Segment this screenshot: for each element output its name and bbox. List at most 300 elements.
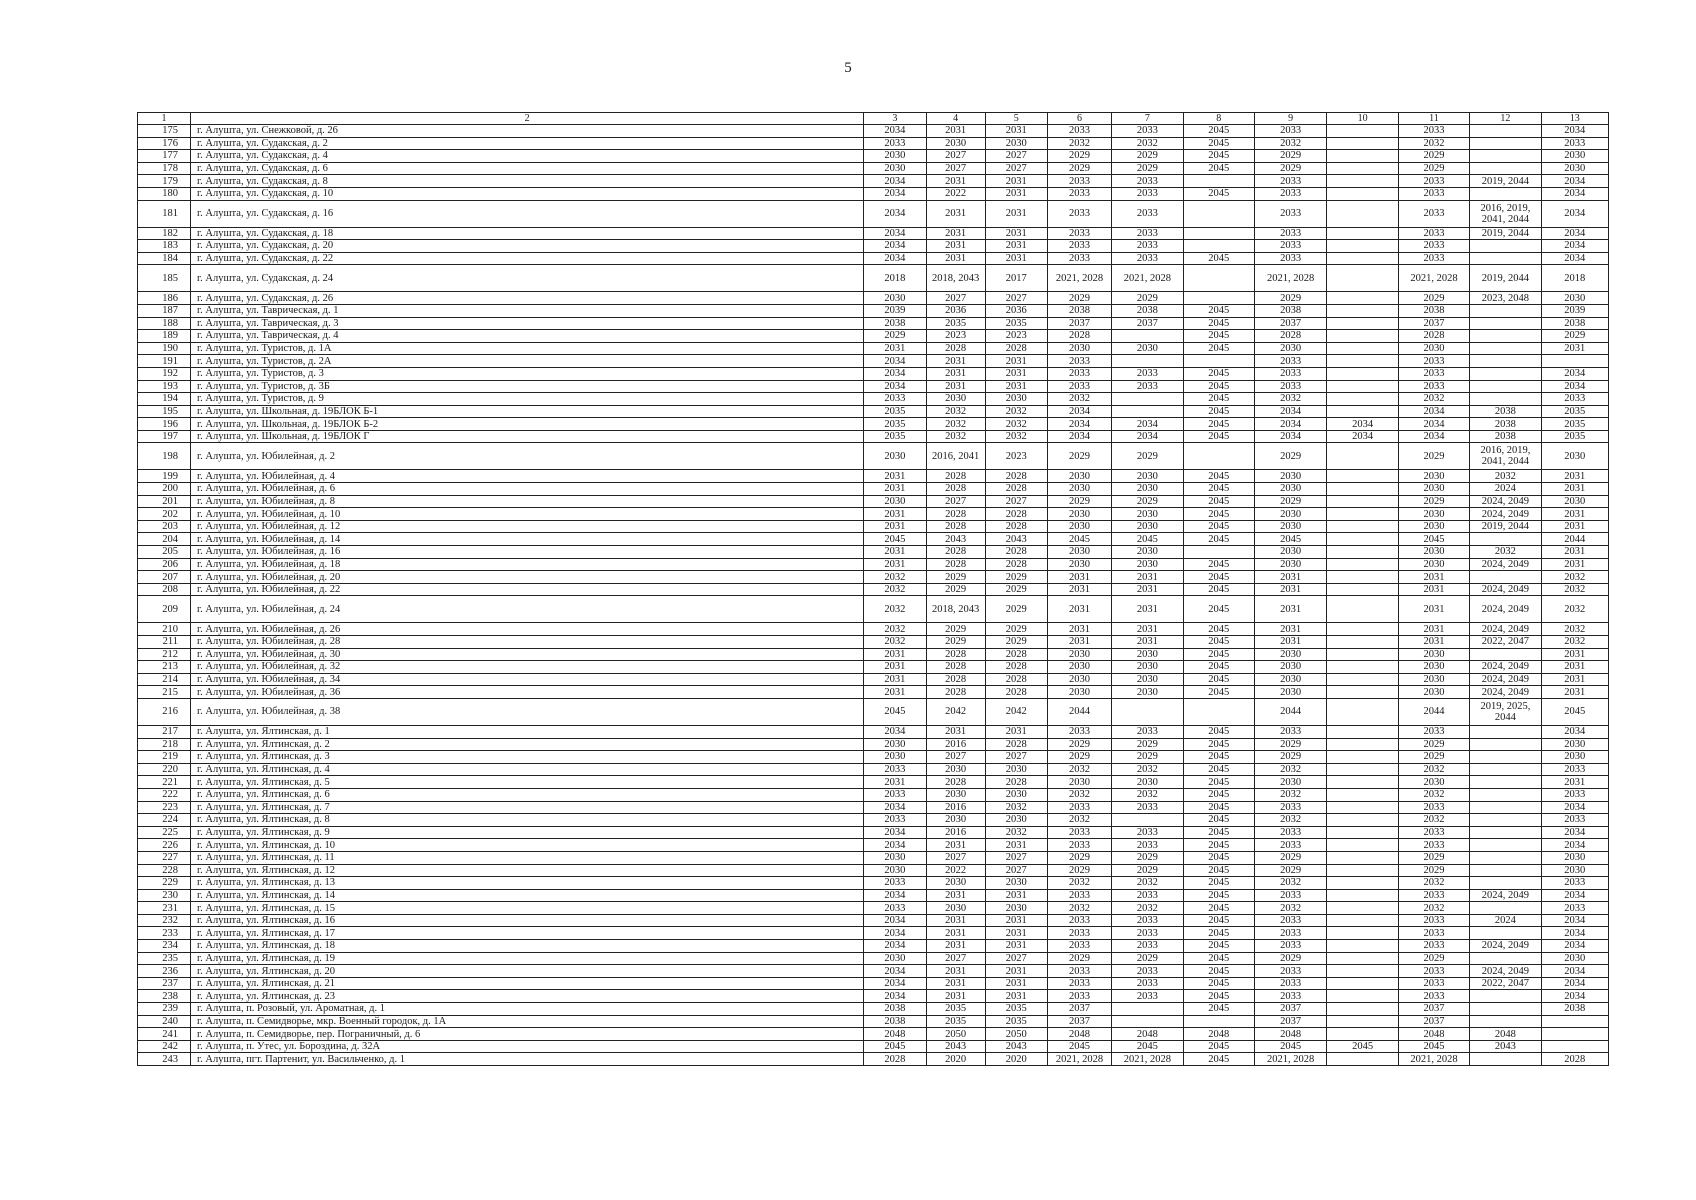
year-cell: 2031 (926, 175, 985, 188)
year-cell: 2030 (1541, 443, 1608, 470)
year-cell: 2034 (864, 927, 926, 940)
year-cell: 2030 (1254, 558, 1326, 571)
year-cell: 2045 (1398, 1040, 1469, 1053)
year-cell: 2035 (864, 405, 926, 418)
year-cell: 2030 (1112, 558, 1183, 571)
year-cell: 2031 (926, 990, 985, 1003)
year-cell: 2016 (926, 738, 985, 751)
year-cell: 2033 (1398, 380, 1469, 393)
year-cell: 2034 (1541, 977, 1608, 990)
year-cell: 2031 (926, 965, 985, 978)
year-cell (1327, 137, 1398, 150)
year-cell: 2030 (1541, 495, 1608, 508)
year-cell: 2030 (1398, 558, 1469, 571)
year-cell: 2022 (926, 187, 985, 200)
year-cell (1470, 851, 1541, 864)
year-cell: 2027 (985, 495, 1047, 508)
address-cell: г. Алушта, ул. Ялтинская, д. 14 (191, 889, 864, 902)
year-cell: 2032 (1470, 470, 1541, 483)
year-cell (1327, 623, 1398, 636)
year-cell: 2030 (1254, 483, 1326, 496)
year-cell: 2045 (1112, 533, 1183, 546)
year-cell: 2029 (1047, 751, 1111, 764)
year-cell: 2044 (1541, 533, 1608, 546)
year-cell: 2029 (1112, 150, 1183, 163)
year-cell: 2033 (864, 393, 926, 406)
year-cell: 2033 (1112, 240, 1183, 253)
table-row (138, 698, 1609, 725)
year-cell: 2045 (1183, 317, 1254, 330)
year-cell: 2033 (1112, 914, 1183, 927)
year-cell: 2027 (985, 851, 1047, 864)
year-cell: 2033 (1398, 839, 1469, 852)
year-cell (1327, 1053, 1398, 1066)
row-number-cell: 216 (138, 698, 191, 725)
year-cell: 2029 (1254, 150, 1326, 163)
year-cell: 2048 (1254, 1028, 1326, 1041)
table-row (138, 889, 1609, 902)
row-number-cell: 209 (138, 596, 191, 623)
year-cell: 2033 (864, 877, 926, 890)
year-cell: 2024, 2049 (1470, 965, 1541, 978)
row-number-cell: 208 (138, 583, 191, 596)
table-row (138, 1040, 1609, 1053)
table-row (138, 292, 1609, 305)
year-cell: 2030 (1047, 520, 1111, 533)
year-cell: 2030 (864, 864, 926, 877)
year-cell: 2032 (1047, 814, 1111, 827)
year-cell: 2031 (1112, 596, 1183, 623)
year-cell: 2045 (864, 533, 926, 546)
address-cell: г. Алушта, ул. Ялтинская, д. 17 (191, 927, 864, 940)
address-cell: г. Алушта, п. Семидворье, мкр. Военный городок, д. 1А (191, 1015, 864, 1028)
year-cell: 2045 (1183, 661, 1254, 674)
year-cell (1327, 1015, 1398, 1028)
address-cell: г. Алушта, ул. Юбилейная, д. 36 (191, 686, 864, 699)
address-cell: г. Алушта, ул. Юбилейная, д. 30 (191, 648, 864, 661)
year-cell: 2034 (1541, 367, 1608, 380)
year-cell: 2030 (1254, 661, 1326, 674)
year-cell: 2038 (1541, 1003, 1608, 1016)
year-cell: 2030 (864, 751, 926, 764)
year-cell (1327, 826, 1398, 839)
year-cell: 2028 (985, 558, 1047, 571)
table-row (138, 788, 1609, 801)
address-cell: г. Алушта, ул. Юбилейная, д. 38 (191, 698, 864, 725)
year-cell: 2028 (985, 686, 1047, 699)
year-cell: 2031 (926, 125, 985, 138)
year-cell (1327, 558, 1398, 571)
year-cell (1470, 393, 1541, 406)
header-row (138, 113, 1609, 125)
year-cell: 2027 (926, 150, 985, 163)
year-cell: 2045 (1183, 864, 1254, 877)
year-cell (1327, 648, 1398, 661)
year-cell: 2030 (1398, 661, 1469, 674)
year-cell: 2033 (1254, 187, 1326, 200)
table-row (138, 583, 1609, 596)
year-cell (1327, 304, 1398, 317)
year-cell: 2021, 2028 (1047, 1053, 1111, 1066)
year-cell: 2029 (1112, 751, 1183, 764)
year-cell: 2019, 2044 (1470, 227, 1541, 240)
table-row (138, 240, 1609, 253)
year-cell (1470, 990, 1541, 1003)
year-cell: 2033 (1112, 826, 1183, 839)
year-cell: 2044 (1398, 698, 1469, 725)
year-cell (1470, 738, 1541, 751)
year-cell (1112, 355, 1183, 368)
year-cell: 2021, 2028 (1398, 1053, 1469, 1066)
year-cell (1183, 227, 1254, 240)
year-cell: 2029 (1398, 864, 1469, 877)
year-cell: 2033 (1254, 826, 1326, 839)
year-cell: 2031 (1541, 546, 1608, 559)
year-cell (1327, 877, 1398, 890)
table-row (138, 304, 1609, 317)
year-cell: 2031 (1112, 636, 1183, 649)
year-cell: 2027 (985, 162, 1047, 175)
year-cell (1327, 470, 1398, 483)
year-cell: 2029 (1047, 495, 1111, 508)
data-table (137, 112, 1609, 1066)
year-cell: 2030 (926, 393, 985, 406)
year-cell: 2033 (864, 788, 926, 801)
year-cell: 2029 (1112, 952, 1183, 965)
year-cell: 2045 (1183, 380, 1254, 393)
table-row (138, 187, 1609, 200)
year-cell (1327, 583, 1398, 596)
year-cell: 2032 (985, 801, 1047, 814)
year-cell (1470, 330, 1541, 343)
year-cell: 2045 (1183, 776, 1254, 789)
row-number-cell: 192 (138, 367, 191, 380)
year-cell (1112, 405, 1183, 418)
year-cell (1327, 952, 1398, 965)
year-cell: 2034 (864, 725, 926, 738)
table-row (138, 355, 1609, 368)
address-cell: г. Алушта, ул. Судакская, д. 4 (191, 150, 864, 163)
address-cell: г. Алушта, ул. Юбилейная, д. 4 (191, 470, 864, 483)
year-cell: 2045 (1183, 393, 1254, 406)
year-cell: 2029 (1254, 864, 1326, 877)
year-cell: 2045 (1183, 520, 1254, 533)
address-cell: г. Алушта, ул. Таврическая, д. 3 (191, 317, 864, 330)
year-cell: 2037 (1254, 1003, 1326, 1016)
year-cell (1327, 763, 1398, 776)
address-cell: г. Алушта, ул. Школьная, д. 19БЛОК Г (191, 430, 864, 443)
year-cell: 2035 (1541, 405, 1608, 418)
year-cell: 2031 (1541, 686, 1608, 699)
table-row (138, 508, 1609, 521)
year-cell: 2033 (1398, 200, 1469, 227)
year-cell: 2032 (1398, 814, 1469, 827)
year-cell: 2032 (1541, 636, 1608, 649)
row-number-cell: 224 (138, 814, 191, 827)
table-row (138, 380, 1609, 393)
year-cell: 2031 (1541, 673, 1608, 686)
year-cell (1327, 265, 1398, 292)
year-cell: 2031 (1254, 596, 1326, 623)
year-cell: 2021, 2028 (1112, 265, 1183, 292)
year-cell: 2033 (1254, 227, 1326, 240)
year-cell (1327, 977, 1398, 990)
year-cell: 2045 (1183, 952, 1254, 965)
year-cell: 2029 (864, 330, 926, 343)
page-number: 5 (844, 60, 852, 76)
year-cell: 2030 (1398, 342, 1469, 355)
year-cell: 2045 (1183, 636, 1254, 649)
table-row (138, 150, 1609, 163)
year-cell: 2034 (1254, 418, 1326, 431)
table-row (138, 443, 1609, 470)
year-cell (1327, 927, 1398, 940)
year-cell: 2048 (1398, 1028, 1469, 1041)
year-cell: 2029 (1047, 738, 1111, 751)
year-cell: 2029 (985, 623, 1047, 636)
year-cell: 2042 (926, 698, 985, 725)
year-cell (1327, 380, 1398, 393)
year-cell: 2031 (1398, 596, 1469, 623)
year-cell: 2032 (1398, 877, 1469, 890)
year-cell (1327, 355, 1398, 368)
year-cell: 2045 (1183, 596, 1254, 623)
year-cell: 2031 (1398, 636, 1469, 649)
year-cell: 2045 (1183, 342, 1254, 355)
year-cell: 2032 (1254, 788, 1326, 801)
row-number-cell: 185 (138, 265, 191, 292)
year-cell: 2019, 2025, 2044 (1470, 698, 1541, 725)
year-cell: 2034 (1047, 405, 1111, 418)
year-cell: 2030 (864, 738, 926, 751)
year-cell: 2033 (1047, 927, 1111, 940)
year-cell: 2033 (1398, 889, 1469, 902)
year-cell: 2029 (1047, 952, 1111, 965)
year-cell: 2033 (1398, 977, 1469, 990)
year-cell: 2033 (1398, 725, 1469, 738)
year-cell (1327, 317, 1398, 330)
year-cell (1327, 200, 1398, 227)
row-number-cell: 206 (138, 558, 191, 571)
year-cell (1327, 738, 1398, 751)
year-cell: 2016 (926, 801, 985, 814)
table-row (138, 977, 1609, 990)
row-number-cell: 240 (138, 1015, 191, 1028)
year-cell: 2023 (985, 330, 1047, 343)
year-cell: 2043 (926, 1040, 985, 1053)
year-cell (1327, 673, 1398, 686)
address-cell: г. Алушта, ул. Туристов, д. 3Б (191, 380, 864, 393)
year-cell: 2029 (1047, 443, 1111, 470)
year-cell: 2030 (1047, 661, 1111, 674)
year-cell (1327, 150, 1398, 163)
year-cell (1470, 1053, 1541, 1066)
year-cell: 2033 (1254, 175, 1326, 188)
year-cell: 2030 (926, 788, 985, 801)
year-cell: 2050 (926, 1028, 985, 1041)
year-cell: 2031 (1047, 583, 1111, 596)
address-cell: г. Алушта, ул. Ялтинская, д. 20 (191, 965, 864, 978)
table-row (138, 571, 1609, 584)
year-cell (1112, 1003, 1183, 1016)
year-cell: 2032 (1254, 137, 1326, 150)
year-cell: 2033 (1398, 914, 1469, 927)
year-cell: 2029 (926, 636, 985, 649)
address-cell: г. Алушта, ул. Судакская, д. 16 (191, 200, 864, 227)
year-cell: 2038 (1470, 430, 1541, 443)
year-cell: 2031 (1112, 623, 1183, 636)
year-cell (1327, 889, 1398, 902)
row-number-cell: 213 (138, 661, 191, 674)
address-cell: г. Алушта, ул. Таврическая, д. 4 (191, 330, 864, 343)
table-row (138, 162, 1609, 175)
table-row (138, 990, 1609, 1003)
year-cell: 2021, 2028 (1254, 1053, 1326, 1066)
year-cell: 2037 (1047, 317, 1111, 330)
year-cell: 2033 (1398, 125, 1469, 138)
year-cell: 2030 (1398, 508, 1469, 521)
year-cell: 2032 (1112, 877, 1183, 890)
year-cell: 2032 (1398, 393, 1469, 406)
year-cell (1470, 317, 1541, 330)
row-number-cell: 196 (138, 418, 191, 431)
address-cell: г. Алушта, ул. Школьная, д. 19БЛОК Б-2 (191, 418, 864, 431)
year-cell: 2033 (1254, 252, 1326, 265)
table-row (138, 940, 1609, 953)
year-cell: 2033 (1112, 839, 1183, 852)
year-cell (1470, 776, 1541, 789)
year-cell: 2023, 2048 (1470, 292, 1541, 305)
row-number-cell: 243 (138, 1053, 191, 1066)
year-cell: 2045 (1183, 788, 1254, 801)
year-cell: 2022 (926, 864, 985, 877)
table-row (138, 342, 1609, 355)
year-cell: 2029 (985, 636, 1047, 649)
year-cell: 2020 (926, 1053, 985, 1066)
year-cell (1470, 162, 1541, 175)
year-cell (1327, 162, 1398, 175)
year-cell: 2030 (864, 952, 926, 965)
year-cell: 2037 (1254, 1015, 1326, 1028)
year-cell: 2045 (1183, 483, 1254, 496)
year-cell: 2028 (926, 508, 985, 521)
year-cell: 2031 (864, 470, 926, 483)
year-cell (1470, 877, 1541, 890)
year-cell: 2033 (1398, 927, 1469, 940)
year-cell: 2033 (1254, 200, 1326, 227)
year-cell: 2034 (1327, 430, 1398, 443)
year-cell: 2029 (1254, 495, 1326, 508)
row-number-cell: 189 (138, 330, 191, 343)
address-cell: г. Алушта, ул. Судакская, д. 24 (191, 265, 864, 292)
year-cell: 2030 (1112, 546, 1183, 559)
year-cell: 2021, 2028 (1047, 265, 1111, 292)
year-cell: 2035 (926, 1015, 985, 1028)
row-number-cell: 179 (138, 175, 191, 188)
year-cell (1327, 125, 1398, 138)
row-number-cell: 235 (138, 952, 191, 965)
year-cell (1470, 952, 1541, 965)
year-cell: 2033 (1047, 227, 1111, 240)
year-cell: 2030 (1254, 470, 1326, 483)
year-cell: 2033 (1254, 965, 1326, 978)
year-cell: 2031 (985, 367, 1047, 380)
table-row (138, 125, 1609, 138)
year-cell: 2037 (1112, 317, 1183, 330)
year-cell: 2033 (1398, 826, 1469, 839)
year-cell (1327, 292, 1398, 305)
row-number-cell: 207 (138, 571, 191, 584)
year-cell: 2028 (985, 776, 1047, 789)
year-cell: 2031 (1047, 623, 1111, 636)
year-cell: 2029 (985, 583, 1047, 596)
year-cell: 2045 (1541, 698, 1608, 725)
address-cell: г. Алушта, пгт. Партенит, ул. Васильченко, д. 1 (191, 1053, 864, 1066)
year-cell: 2029 (1254, 751, 1326, 764)
year-cell: 2031 (926, 927, 985, 940)
year-cell: 2031 (985, 355, 1047, 368)
year-cell: 2031 (926, 725, 985, 738)
year-cell (1327, 1028, 1398, 1041)
year-cell: 2031 (1398, 623, 1469, 636)
address-cell: г. Алушта, ул. Ялтинская, д. 23 (191, 990, 864, 1003)
year-cell: 2045 (1398, 533, 1469, 546)
year-cell (1541, 355, 1608, 368)
year-cell: 2045 (1183, 1003, 1254, 1016)
row-number-cell: 221 (138, 776, 191, 789)
year-cell: 2018, 2043 (926, 596, 985, 623)
table-row (138, 877, 1609, 890)
year-cell: 2032 (1112, 788, 1183, 801)
year-cell: 2030 (1398, 546, 1469, 559)
year-cell (1470, 150, 1541, 163)
year-cell: 2028 (1047, 330, 1111, 343)
year-cell: 2033 (1112, 801, 1183, 814)
year-cell: 2028 (985, 342, 1047, 355)
year-cell (1470, 252, 1541, 265)
year-cell: 2030 (1541, 150, 1608, 163)
year-cell: 2045 (1183, 902, 1254, 915)
year-cell: 2029 (1254, 292, 1326, 305)
year-cell: 2033 (1047, 914, 1111, 927)
year-cell (1183, 355, 1254, 368)
year-cell (1327, 661, 1398, 674)
year-cell: 2034 (864, 977, 926, 990)
header-cell: 13 (1541, 113, 1608, 125)
year-cell: 2034 (864, 252, 926, 265)
year-cell: 2045 (1183, 851, 1254, 864)
row-number-cell: 195 (138, 405, 191, 418)
year-cell: 2027 (926, 851, 985, 864)
year-cell: 2028 (985, 520, 1047, 533)
year-cell: 2033 (1541, 902, 1608, 915)
year-cell: 2038 (1470, 418, 1541, 431)
year-cell: 2033 (1398, 355, 1469, 368)
year-cell: 2032 (864, 596, 926, 623)
year-cell: 2037 (1398, 1015, 1469, 1028)
year-cell: 2045 (1112, 1040, 1183, 1053)
address-cell: г. Алушта, ул. Ялтинская, д. 1 (191, 725, 864, 738)
year-cell: 2031 (985, 240, 1047, 253)
year-cell: 2028 (985, 483, 1047, 496)
row-number-cell: 242 (138, 1040, 191, 1053)
year-cell: 2031 (985, 725, 1047, 738)
year-cell: 2034 (1541, 826, 1608, 839)
year-cell: 2032 (1254, 763, 1326, 776)
table-row (138, 686, 1609, 699)
year-cell: 2050 (985, 1028, 1047, 1041)
year-cell: 2030 (1254, 546, 1326, 559)
